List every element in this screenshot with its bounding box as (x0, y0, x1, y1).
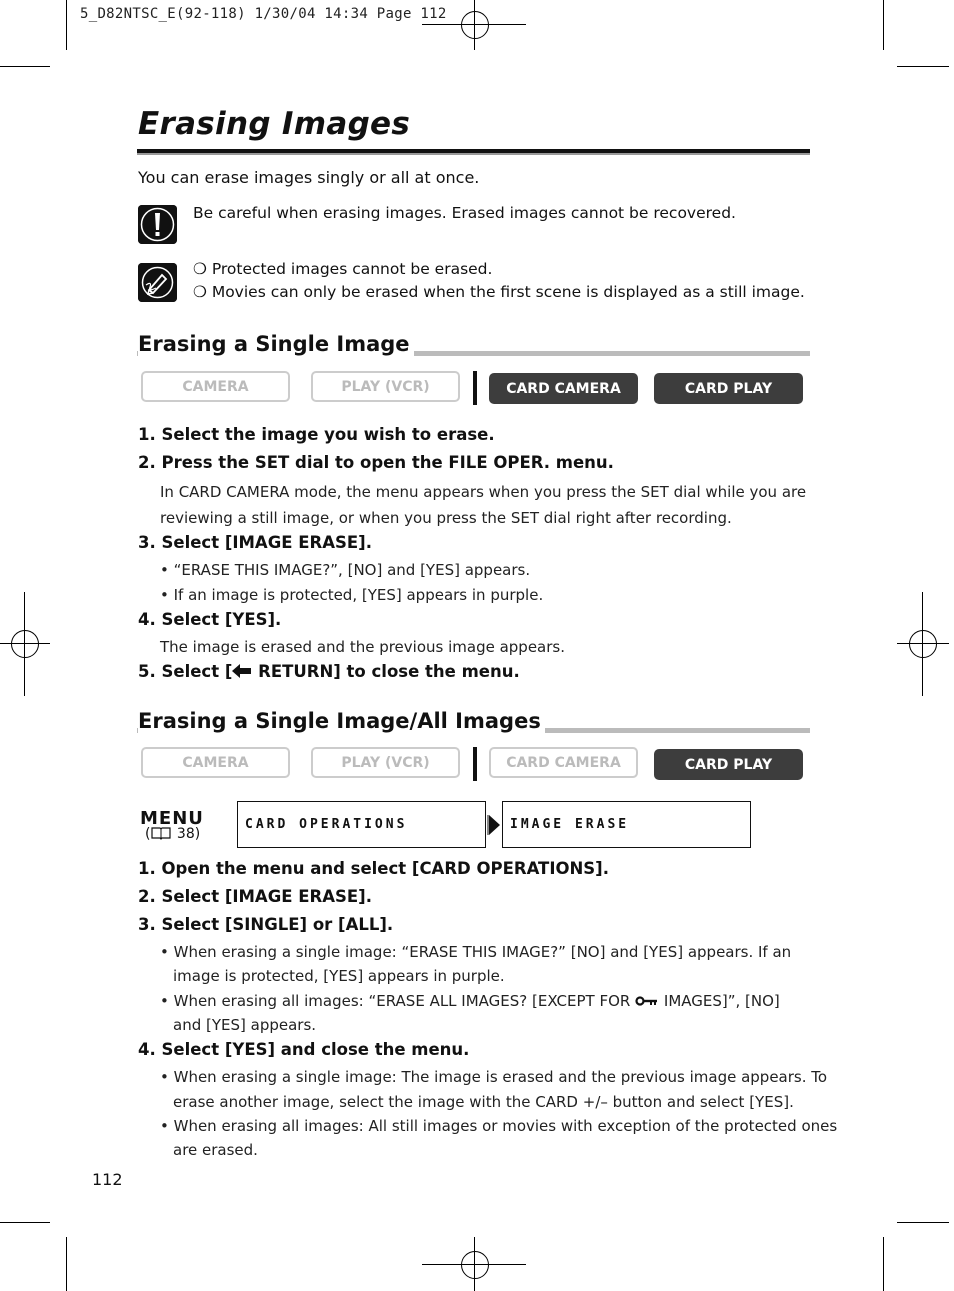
title-rule-shadow (137, 153, 810, 155)
mode-card-camera: CARD CAMERA (489, 747, 638, 778)
bullet-text: IMAGES]”, [NO] (663, 992, 780, 1010)
mode-camera: CAMERA (141, 371, 290, 402)
step-5 (138, 662, 520, 681)
section-heading: Erasing a Single Image/All Images (138, 709, 545, 733)
intro-text: You can erase images singly or all at once. (138, 168, 480, 187)
crop-mark (0, 1222, 50, 1223)
key-icon (635, 992, 659, 1010)
step-2-body: reviewing a still image, or when you press the SET dial right after recording. (160, 509, 732, 527)
crop-mark (0, 66, 50, 67)
mode-play-vcr: PLAY (VCR) (311, 747, 460, 778)
section-heading: Erasing a Single Image (138, 332, 414, 356)
step-2-body: In CARD CAMERA mode, the menu appears when you press the SET dial while you are (160, 483, 807, 501)
step-5-text: 5. Select [ (138, 662, 233, 681)
crop-mark (66, 1237, 67, 1291)
menu-ref-number: 38) (176, 826, 201, 842)
page-title: Erasing Images (138, 106, 411, 142)
step-3-bullet: • If an image is protected, [YES] appears in purple. (160, 586, 544, 604)
step-4-bullet-cont: are erased. (173, 1141, 258, 1159)
step-4-bullet-cont: erase another image, select the image with the CARD +/– button and select [YES]. (173, 1093, 794, 1111)
mode-play-vcr: PLAY (VCR) (311, 371, 460, 402)
step-4-body: The image is erased and the previous image appears. (160, 638, 565, 656)
step-4: 4. Select [YES]. (138, 610, 282, 629)
mode-card-play: CARD PLAY (654, 749, 803, 780)
note-item: ❍ Movies can only be erased when the first scene is displayed as a still image. (193, 283, 805, 301)
note-item: ❍ Protected images cannot be erased. (193, 260, 493, 278)
crop-mark (897, 66, 949, 67)
menu-item-image-erase: IMAGE ERASE (502, 801, 751, 848)
step-3-bullet (160, 992, 780, 1010)
warning-text: Be careful when erasing images. Erased images cannot be recovered. (193, 204, 736, 222)
step-2: 2. Select [IMAGE ERASE]. (138, 887, 372, 906)
step-3-bullet-cont: image is protected, [YES] appears in purple. (173, 967, 505, 985)
pencil-note-icon (138, 263, 177, 302)
exclamation-icon (138, 205, 177, 244)
step-4-bullet: • When erasing a single image: The image is erased and the previous image appears. To (160, 1068, 828, 1086)
bullet-text: • When erasing all images: “ERASE ALL IMAGES? [EXCEPT FOR (160, 992, 631, 1010)
mode-separator (473, 371, 477, 405)
mode-camera: CAMERA (141, 747, 290, 778)
menu-arrow-icon (487, 815, 501, 839)
book-icon (150, 826, 172, 842)
step-3-bullet-cont: and [YES] appears. (173, 1016, 317, 1034)
page-number: 112 (92, 1170, 123, 1189)
crop-mark (66, 0, 67, 50)
return-arrow-icon (232, 662, 252, 681)
step-5-text: RETURN] to close the menu. (252, 662, 520, 681)
step-4: 4. Select [YES] and close the menu. (138, 1040, 470, 1059)
step-4-bullet: • When erasing all images: All still images or movies with exception of the protected ones (160, 1117, 838, 1135)
menu-item-card-operations: CARD OPERATIONS (237, 801, 486, 848)
step-3: 3. Select [SINGLE] or [ALL]. (138, 915, 394, 934)
menu-page-ref: ( 38) (145, 826, 201, 842)
mode-card-play: CARD PLAY (654, 373, 803, 404)
step-1: 1. Select the image you wish to erase. (138, 425, 495, 444)
crop-mark (883, 1237, 884, 1291)
step-3-bullet: • “ERASE THIS IMAGE?”, [NO] and [YES] appears. (160, 561, 531, 579)
mode-separator (473, 747, 477, 781)
step-3-bullet: • When erasing a single image: “ERASE THIS IMAGE?” [NO] and [YES] appears. If an (160, 943, 792, 961)
menu-label: MENU (140, 808, 204, 829)
crop-mark (897, 1222, 949, 1223)
step-2: 2. Press the SET dial to open the FILE OPER. menu. (138, 453, 614, 472)
step-1: 1. Open the menu and select [CARD OPERATIONS]. (138, 859, 609, 878)
crop-mark (883, 0, 884, 50)
step-3: 3. Select [IMAGE ERASE]. (138, 533, 372, 552)
mode-card-camera: CARD CAMERA (489, 373, 638, 404)
print-header-stamp: 5_D82NTSC_E(92-118) 1/30/04 14:34 Page 112 (80, 6, 447, 22)
